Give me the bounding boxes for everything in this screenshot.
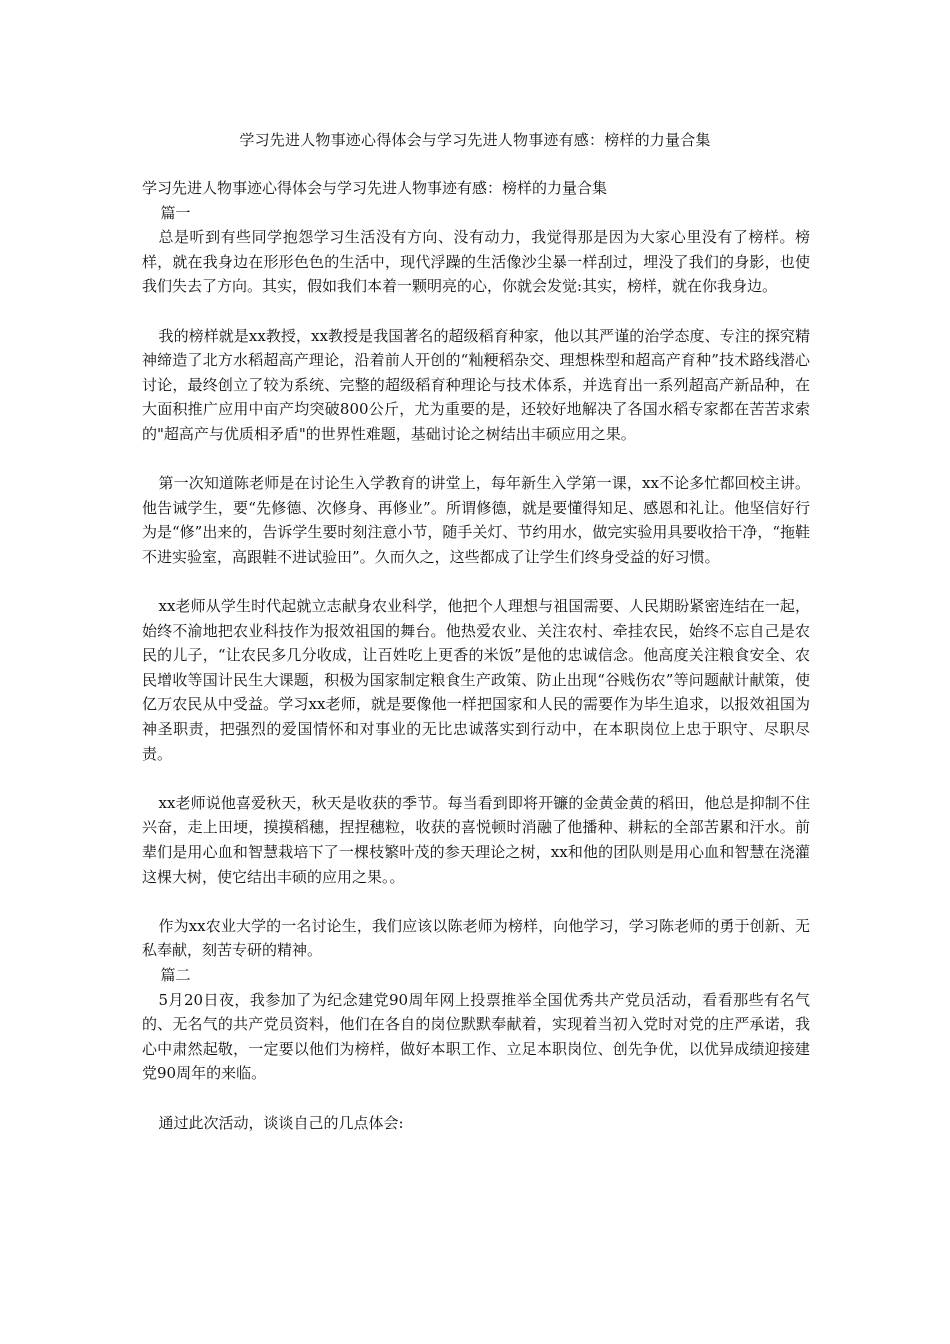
paragraph-4: xx老师从学生时代起就立志献身农业科学，他把个人理想与祖国需要、人民期盼紧密连结在一起，始终不渝地把农业科技作为报效祖国的舞台。他热爱农业、关注农村、牵挂农民，始终不忘自己是农民的儿子，“让农民多几分收成，让百姓吃上更香的米饭”是他的忠诚信念。他高度关注粮食安全、农民增收等国计民生大课题，积极为国家制定粮食生产政策、防止出现“谷贱伤农”等问题献计献策，使亿万农民从中受益。学习xx老师，就是要像他一样把国家和人民的需要作为毕生追求，以报效祖国为神圣职责，把强烈的爱国情怀和对事业的无比忠诚落实到行动中，在本职岗位上忠于职守、尽职尽责。	[142, 597, 810, 763]
paragraph-2: 我的榜样就是xx教授，xx教授是我国著名的超级稻育种家，他以其严谨的治学态度、专注的探究精神缔造了北方水稻超高产理论，沿着前人开创的“籼粳稻杂交、理想株型和超高产育种”技术路线潜心讨论，最终创立了较为系统、完整的超级稻育种理论与技术体系，并选育出一系列超高产新品种，在大面积推广应用中亩产均突破800公斤，尤为重要的是，还较好地解决了各国水稻专家都在苦苦求索的"超高产与优质相矛盾"的世界性难题，基础讨论之树结出丰硕应用之果。	[142, 326, 810, 443]
paragraph-6: 作为xx农业大学的一名讨论生，我们应该以陈老师为榜样，向他学习，学习陈老师的勇于创新、无私奉献，刻苦专研的精神。	[142, 916, 810, 960]
paragraph-spacer	[142, 299, 810, 324]
paragraph-spacer	[142, 570, 810, 595]
paragraph-8: 通过此次活动，谈谈自己的几点体会:	[158, 1113, 404, 1132]
paragraph-spacer	[142, 447, 810, 472]
paragraph-5: xx老师说他喜爱秋天，秋天是收获的季节。每当看到即将开镰的金黄金黄的稻田，他总是抑制不住兴奋，走上田埂，摸摸稻穗，捏捏穗粒，收获的喜悦顿时消融了他播种、耕耘的全部苦累和汗水。前辈们是用心血和智慧栽培下了一棵枝繁叶茂的参天理论之树，xx和他的团队则是用心血和智慧在浇灌这棵大树，使它结出丰硕的应用之果。。	[142, 793, 810, 886]
document-body	[142, 176, 810, 1135]
document-title: 学习先进人物事迹心得体会与学习先进人物事迹有感：榜样的力量合集	[239, 131, 711, 149]
paragraph-7: 5月20日夜，我参加了为纪念建党90周年网上投票推举全国优秀共产党员活动，看看那些有名气的、无名气的共产党员资料，他们在各自的岗位默默奉献着，实现着当初入党时对党的庄严承诺，我心中肃然起敬，一定要以他们为榜样，做好本职工作、立足本职岗位、创先争优，以优异成绩迎接建党90周年的来临。	[142, 990, 810, 1083]
paragraph-1: 总是听到有些同学抱怨学习生活没有方向、没有动力，我觉得那是因为大家心里没有了榜样。榜样，就在我身边在形形色色的生活中，现代浮躁的生活像沙尘暴一样刮过，埋没了我们的身影，也使我们失去了方向。其实，假如我们本着一颗明亮的心，你就会发觉:其实，榜样，就在你我身边。	[142, 228, 810, 296]
paragraph-spacer	[142, 889, 810, 914]
document-subtitle: 学习先进人物事迹心得体会与学习先进人物事迹有感：榜样的力量合集	[142, 179, 608, 197]
section-label-2: 篇二	[160, 966, 191, 984]
paragraph-3: 第一次知道陈老师是在讨论生入学教育的讲堂上，每年新生入学第一课，xx不论多忙都回校主讲。他告诫学生，要“先修德、次修身、再修业”。所谓修德，就是要懂得知足、感恩和礼让。他坚信好行为是“修”出来的，告诉学生要时刻注意小节，随手关灯、节约用水，做完实验用具要收拾干净，“拖鞋不进实验室，高跟鞋不进试验田”。久而久之，这些都成了让学生们终身受益的好习惯。	[142, 474, 811, 566]
paragraph-spacer	[142, 1086, 810, 1111]
section-label-1: 篇一	[160, 203, 191, 222]
paragraph-spacer	[142, 766, 810, 791]
